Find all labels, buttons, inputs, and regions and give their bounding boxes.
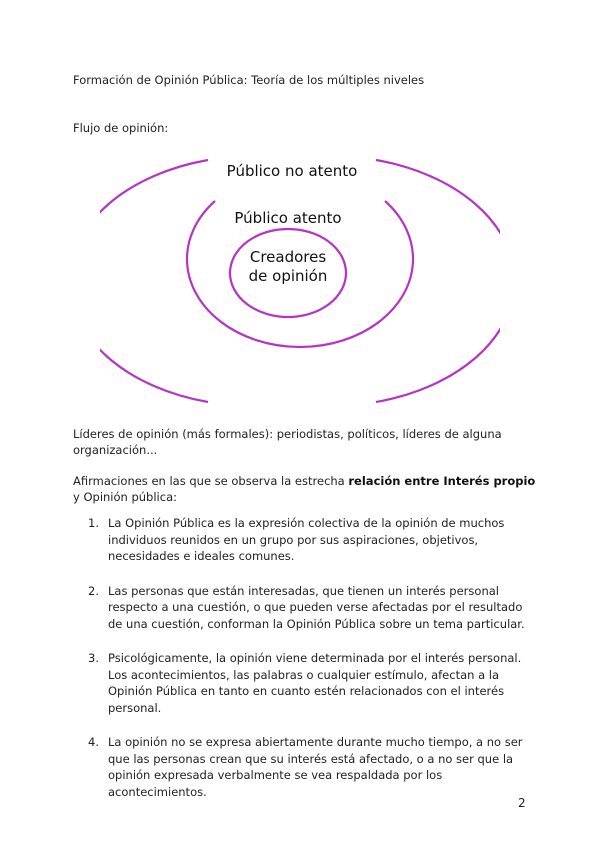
list-item — [88, 734, 528, 800]
list-item — [88, 583, 528, 633]
opinion-levels-diagram — [100, 150, 500, 410]
outer-ring-label: Público no atento — [226, 162, 358, 180]
middle-ring-label: Público atento — [234, 209, 342, 227]
list-item-number: 2. — [88, 583, 99, 598]
list-item-text: Psicológicamente, la opinión viene determinada por el interés personal. Los acontecimientos, las palabras o cualquier estímulo, afectan a la Opinión Pública en tanto en cuanto estén relacionados con el interés personal. — [108, 651, 522, 715]
document-title: Formación de Opinión Pública: Teoría de los múltiples niveles — [73, 73, 425, 87]
list-item-number: 3. — [88, 651, 99, 665]
flow-label: Flujo de opinión: — [73, 121, 169, 135]
page-number: 2 — [518, 796, 526, 810]
outer-ring-right-arc — [376, 160, 500, 402]
list-item-text: La opinión no se expresa abiertamente durante mucho tiempo, a no ser que las personas crean que su interés está afectado, o a no ser que la opinión expresada verbalmente se vea respaldada por los acontecimientos. — [108, 735, 523, 799]
opinion-leaders-text: Líderes de opinión (más formales): periodistas, políticos, líderes de alguna organización... — [73, 427, 502, 457]
outer-ring-left-arc — [100, 160, 208, 402]
list-item-text: La Opinión Pública es la expresión colectiva de la opinión de muchos individuos reunidos en un grupo por sus aspiraciones, objetivos, necesidades e ideales comunes. — [108, 516, 505, 563]
intro-paragraph — [73, 473, 543, 505]
list-item — [88, 515, 528, 565]
intro-text-after: y Opinión pública: — [73, 490, 177, 504]
statements-list — [88, 515, 528, 818]
list-item-text: Las personas que están interesadas, que tienen un interés personal respecto a una cuestión, o que pueden verse afectadas por el resultado de una cuestión, conforman la Opinión Pública sobre un tema particular. — [108, 583, 525, 631]
inner-ring-label-line2: de opinión — [248, 267, 328, 285]
list-item-number: 4. — [88, 735, 99, 749]
list-item-number: 1. — [88, 516, 99, 530]
intro-text-before: Afirmaciones en las que se observa la estrecha — [73, 474, 349, 488]
intro-bold-phrase: relación entre Interés propio — [348, 474, 536, 488]
list-item — [88, 650, 528, 716]
inner-ring-label-line1: Creadores — [249, 248, 327, 266]
